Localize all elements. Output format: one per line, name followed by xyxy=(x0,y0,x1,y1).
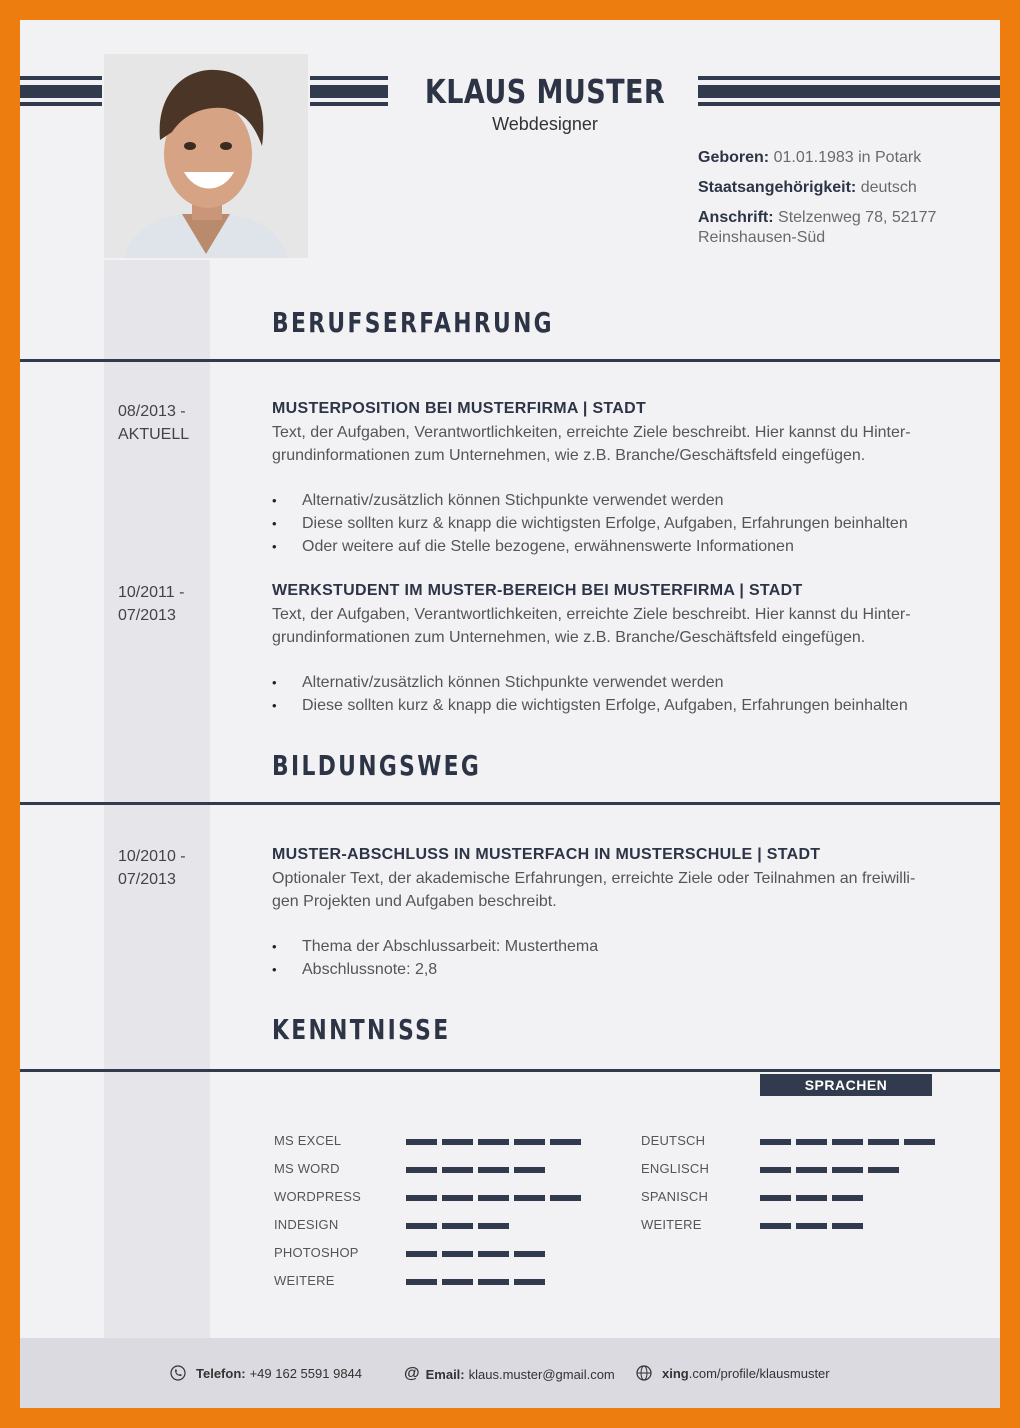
rating-dash xyxy=(406,1167,437,1173)
section-title-skills: KENNTNISSE xyxy=(272,1013,451,1046)
rating-dash xyxy=(550,1139,581,1145)
rating-dash xyxy=(796,1167,827,1173)
section-title-education: BILDUNGSWEG xyxy=(272,749,482,782)
experience-bullets xyxy=(272,671,908,717)
rating-dash xyxy=(832,1223,863,1229)
list-item: • Diese sollten kurz & knapp die wichtigsten Erfolge, Aufgaben, Erfahrungen beinhalten xyxy=(272,694,908,717)
experience-date xyxy=(118,400,198,446)
email-value[interactable]: klaus.muster@gmail.com xyxy=(468,1366,615,1382)
experience-description xyxy=(272,421,952,467)
rating-dash xyxy=(796,1223,827,1229)
rating-dash xyxy=(832,1167,863,1173)
list-item: • Oder weitere auf die Stelle bezogene, erwähnenswerte Informationen xyxy=(272,535,908,558)
date-to: 07/2013 xyxy=(118,871,176,888)
list-item: • Alternativ/zusätzlich können Stichpunkte verwendet werden xyxy=(272,489,908,512)
section-title-experience: BERUFSERFAHRUNG xyxy=(272,306,554,339)
rating-dash xyxy=(406,1279,437,1285)
rating-dash xyxy=(406,1195,437,1201)
phone-value: +49 162 5591 9844 xyxy=(249,1365,363,1381)
phone-contact xyxy=(170,1365,362,1381)
skill-label: INDESIGN xyxy=(274,1217,339,1232)
born-value: 01.01.1983 in Potark xyxy=(773,149,922,166)
web-domain: xing xyxy=(662,1365,689,1381)
born-info xyxy=(698,148,921,168)
experience-date xyxy=(118,581,198,627)
web-link[interactable] xyxy=(662,1366,830,1381)
languages-header: SPRACHEN xyxy=(760,1074,932,1096)
list-item: • Thema der Abschlussarbeit: Musterthema xyxy=(272,935,598,958)
rating-dash xyxy=(514,1279,545,1285)
rating-dash xyxy=(478,1139,509,1145)
globe-icon xyxy=(636,1365,652,1381)
rating-dash xyxy=(442,1223,473,1229)
rating-dash xyxy=(550,1195,581,1201)
rating-dash xyxy=(478,1279,509,1285)
skill-label: WORDPRESS xyxy=(274,1189,362,1204)
born-label: Geboren: xyxy=(698,149,770,166)
rating-dash xyxy=(760,1195,791,1201)
email-contact xyxy=(404,1365,615,1383)
skill-label: SPANISCH xyxy=(641,1189,709,1204)
education-date xyxy=(118,845,198,891)
rating-dash xyxy=(796,1139,827,1145)
description-line: grundinformationen zum Unternehmen, wie z.B. Branche/Geschäftsfeld eingefügen. xyxy=(272,447,866,464)
address-info xyxy=(698,208,936,248)
rating-dash xyxy=(406,1139,437,1145)
date-to: 07/2013 xyxy=(118,607,176,624)
description-line: Text, der Aufgaben, Verantwortlichkeiten, erreichte Ziele beschreibt. Hier kannst du Hinter- xyxy=(272,424,911,441)
date-from: 10/2011 - xyxy=(118,584,185,601)
list-item: • Abschlussnote: 2,8 xyxy=(272,958,598,981)
rating-dash xyxy=(442,1139,473,1145)
rating-dash xyxy=(832,1195,863,1201)
list-item: • Diese sollten kurz & knapp die wichtigsten Erfolge, Aufgaben, Erfahrungen beinhalten xyxy=(272,512,908,535)
skill-label: MS EXCEL xyxy=(274,1133,342,1148)
rating-dash xyxy=(904,1139,935,1145)
rating-dash xyxy=(868,1139,899,1145)
web-path: .com/profile/klausmuster xyxy=(688,1365,830,1381)
description-line: Text, der Aufgaben, Verantwortlichkeiten, erreichte Ziele beschreibt. Hier kannst du Hinter- xyxy=(272,606,911,623)
section-rule xyxy=(20,359,1000,362)
address-line2: Reinshausen-Süd xyxy=(698,229,826,246)
rating-dash xyxy=(514,1139,545,1145)
rating-dash xyxy=(442,1167,473,1173)
section-rule xyxy=(20,802,1000,805)
skill-label: DEUTSCH xyxy=(641,1133,706,1148)
header-stripe-middle xyxy=(310,76,388,106)
rating-dash xyxy=(406,1251,437,1257)
rating-dash xyxy=(406,1223,437,1229)
education-title: MUSTER-ABSCHLUSS IN MUSTERFACH IN MUSTERSCHULE | STADT xyxy=(272,846,821,863)
rating-dash xyxy=(478,1251,509,1257)
skill-label: MS WORD xyxy=(274,1161,340,1176)
rating-dash xyxy=(832,1139,863,1145)
experience-title: WERKSTUDENT IM MUSTER-BEREICH BEI MUSTERFIRMA | STADT xyxy=(272,582,803,599)
list-item: • Alternativ/zusätzlich können Stichpunkte verwendet werden xyxy=(272,671,908,694)
description-line: gen Projekten und Aufgaben beschreibt. xyxy=(272,893,557,910)
rating-dash xyxy=(868,1167,899,1173)
address-label: Anschrift: xyxy=(698,209,774,226)
section-rule xyxy=(20,1069,1000,1072)
date-to: AKTUELL xyxy=(118,426,190,443)
skill-label: ENGLISCH xyxy=(641,1161,710,1176)
rating-dash xyxy=(478,1195,509,1201)
rating-dash xyxy=(796,1195,827,1201)
rating-dash xyxy=(514,1251,545,1257)
phone-label: Telefon: xyxy=(196,1365,246,1381)
nationality-info xyxy=(698,178,917,198)
education-description xyxy=(272,867,952,913)
job-title: Webdesigner xyxy=(492,114,598,134)
rating-dash xyxy=(514,1167,545,1173)
nationality-label: Staatsangehörigkeit: xyxy=(698,179,857,196)
address-line1: Stelzenweg 78, 52177 xyxy=(778,209,937,226)
rating-dash xyxy=(478,1223,509,1229)
header-stripe-right xyxy=(698,76,1000,106)
header-stripe-left xyxy=(20,76,102,106)
rating-dash xyxy=(760,1139,791,1145)
candidate-name: KLAUS MUSTER xyxy=(424,72,666,111)
experience-description xyxy=(272,603,952,649)
skill-label: WEITERE xyxy=(641,1217,702,1232)
date-from: 08/2013 - xyxy=(118,403,186,420)
rating-dash xyxy=(760,1167,791,1173)
rating-dash xyxy=(478,1167,509,1173)
rating-dash xyxy=(760,1223,791,1229)
email-label: Email: xyxy=(425,1366,465,1382)
rating-dash xyxy=(442,1251,473,1257)
profile-photo xyxy=(104,54,308,258)
web-contact xyxy=(636,1365,830,1381)
education-bullets xyxy=(272,935,598,981)
experience-bullets xyxy=(272,489,908,558)
phone-icon xyxy=(170,1365,186,1381)
description-line: grundinformationen zum Unternehmen, wie z.B. Branche/Geschäftsfeld eingefügen. xyxy=(272,629,866,646)
rating-dash xyxy=(442,1279,473,1285)
at-icon: @ xyxy=(404,1365,420,1382)
description-line: Optionaler Text, der akademische Erfahrungen, erreichte Ziele oder Teilnahmen an freiwilli- xyxy=(272,870,916,887)
rating-dash xyxy=(442,1195,473,1201)
nationality-value: deutsch xyxy=(860,179,917,196)
cv-page xyxy=(20,20,1000,1408)
rating-dash xyxy=(514,1195,545,1201)
skill-label: WEITERE xyxy=(274,1273,335,1288)
date-from: 10/2010 - xyxy=(118,848,186,865)
skill-label: PHOTOSHOP xyxy=(274,1245,359,1260)
experience-title: MUSTERPOSITION BEI MUSTERFIRMA | STADT xyxy=(272,400,647,417)
